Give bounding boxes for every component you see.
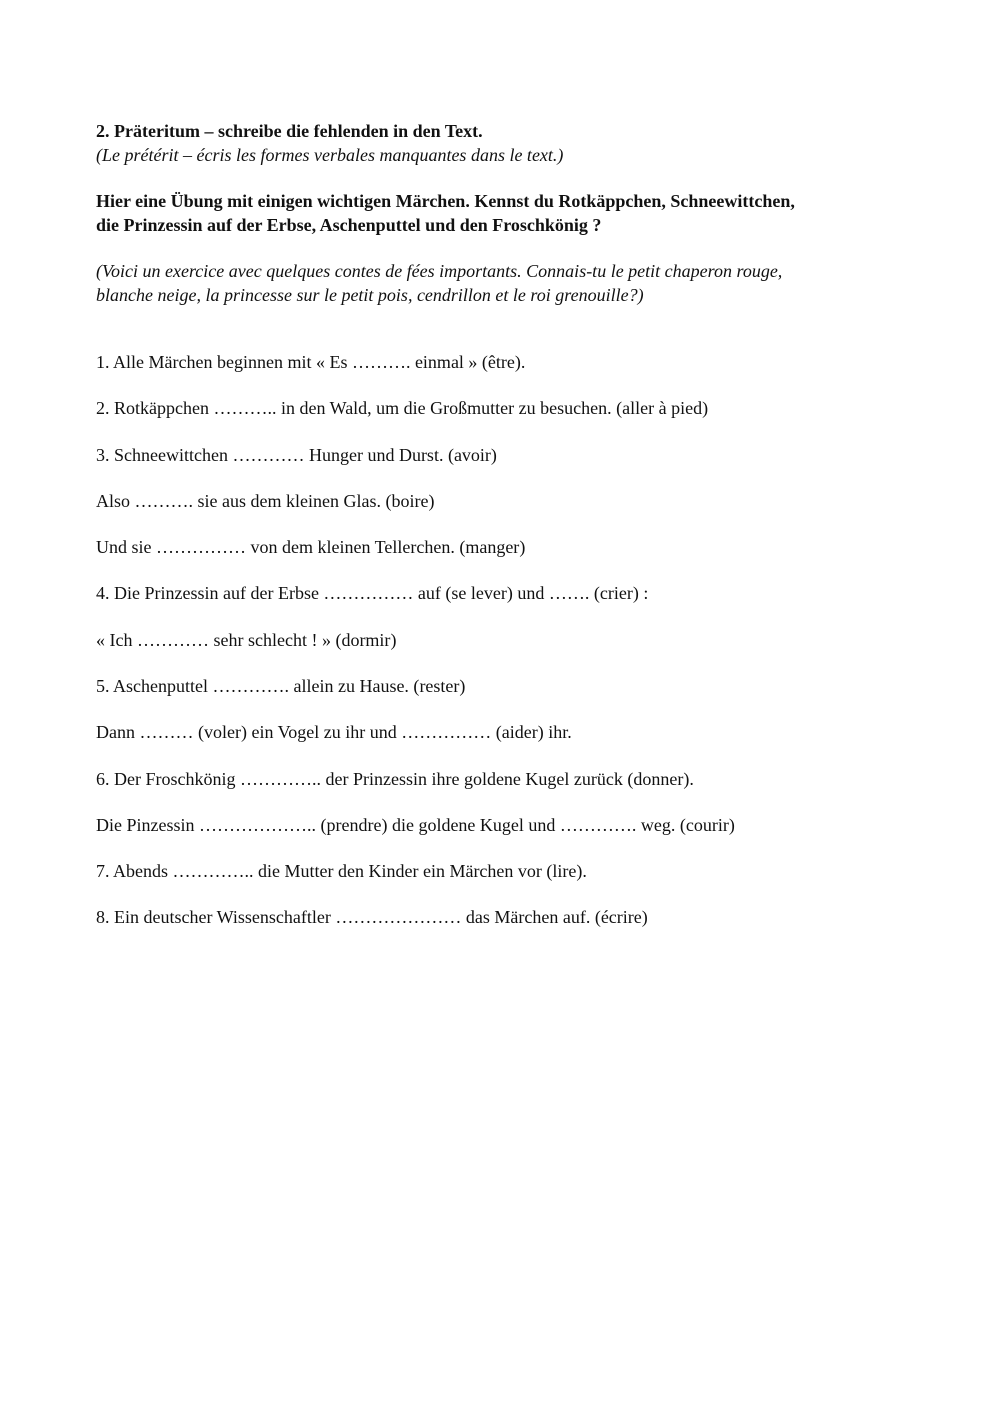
exercise-line [96, 767, 936, 791]
line-text: ). [514, 352, 526, 372]
verb-hint: lire [552, 861, 577, 881]
verb-hint: se lever [451, 583, 507, 603]
line-text: ) ihr. [537, 722, 572, 742]
line-text: Und sie …………… von dem kleinen Tellerchen. ( [96, 537, 466, 557]
line-text: 6. Der Froschkönig ………….. der Prinzessin ihre goldene Kugel zurück ( [96, 769, 634, 789]
exercise-line [96, 628, 936, 652]
line-text: 5. Aschenputtel …………. allein zu Hause. ( [96, 676, 420, 696]
verb-hint: rester [419, 676, 460, 696]
exercise-line [96, 581, 936, 605]
verb-hint: donner [633, 769, 684, 789]
exercise-line [96, 813, 936, 837]
line-text: ) und ……. ( [506, 583, 600, 603]
verb-hint: avoir [453, 445, 491, 465]
line-text: ) ein Vogel zu ihr und …………… ( [240, 722, 502, 742]
line-text: ) [641, 907, 648, 927]
line-text: ) [459, 676, 466, 696]
line-text: ) [428, 491, 435, 511]
line-text: 3. Schneewittchen ………… Hunger und Durst. ( [96, 445, 454, 465]
verb-hint: courir [685, 815, 729, 835]
line-text: ) [728, 815, 735, 835]
line-text: Also ………. sie aus dem kleinen Glas. ( [96, 491, 392, 511]
line-text: 4. Die Prinzessin auf der Erbse …………… auf ( [96, 583, 452, 603]
line-text: 8. Ein deutscher Wissenschaftler ………………… das Märchen auf. ( [96, 907, 601, 927]
exercise-line [96, 905, 936, 929]
verb-hint: aider [501, 722, 538, 742]
verb-hint: crier [599, 583, 633, 603]
exercise-line [96, 350, 936, 374]
line-text: 1. Alle Märchen beginnen mit « Es ………. einmal » ( [96, 352, 488, 372]
exercise-title: 2. Präteritum – schreibe die fehlenden in den Text. [96, 121, 483, 141]
line-text: 2. Rotkäppchen ……….. in den Wald, um die Großmutter zu besuchen. ( [96, 398, 623, 418]
verb-hint: prendre [326, 815, 382, 835]
line-text: ) : [632, 583, 649, 603]
exercise-line [96, 674, 936, 698]
exercise-line [96, 859, 936, 883]
verb-hint: aller à pied [622, 398, 703, 418]
intro-french-line-1: (Voici un exercice avec quelques contes de fées importants. Connais-tu le petit chaperon rouge, [96, 261, 783, 281]
verb-hint: boire [391, 491, 429, 511]
exercise-line [96, 443, 936, 467]
line-text: Dann ……… ( [96, 722, 204, 742]
line-text: ) die goldene Kugel und …………. weg. ( [381, 815, 686, 835]
line-text: ) [702, 398, 709, 418]
exercise-line [96, 396, 936, 420]
intro-french-line-2: blanche neige, la princesse sur le petit pois, cendrillon et le roi grenouille?) [96, 285, 644, 305]
line-text: Die Pinzessin ……………….. ( [96, 815, 327, 835]
verb-hint: écrire [600, 907, 642, 927]
line-text: ) [490, 445, 497, 465]
verb-hint: dormir [341, 630, 391, 650]
line-text: ). [683, 769, 694, 789]
line-text: ) [390, 630, 397, 650]
line-text: « Ich ………… sehr schlecht ! » ( [96, 630, 342, 650]
verb-hint: manger [465, 537, 520, 557]
line-text: ) [519, 537, 526, 557]
verb-hint: voler [203, 722, 241, 742]
exercise-line [96, 720, 936, 744]
intro-german-line-2: die Prinzessin auf der Erbse, Aschenputtel und den Froschkönig ? [96, 215, 602, 235]
line-text: ). [576, 861, 587, 881]
verb-hint: être [487, 352, 515, 372]
line-text: 7. Abends ………….. die Mutter den Kinder ein Märchen vor ( [96, 861, 553, 881]
exercise-subtitle: (Le prétérit – écris les formes verbales manquantes dans le text.) [96, 145, 564, 165]
exercise-line [96, 489, 936, 513]
exercise-line [96, 535, 936, 559]
intro-german-line-1: Hier eine Übung mit einigen wichtigen Märchen. Kennst du Rotkäppchen, Schneewittchen, [96, 191, 795, 211]
